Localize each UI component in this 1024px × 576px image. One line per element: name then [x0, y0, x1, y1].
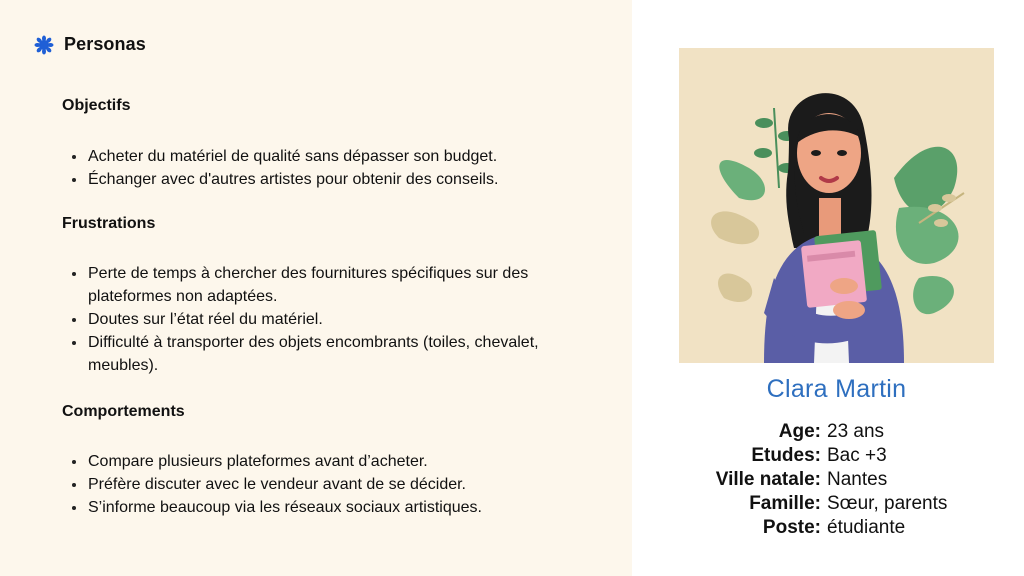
- detail-label: Age:: [778, 421, 821, 442]
- list-item: Acheter du matériel de qualité sans dépasser son budget.: [70, 145, 590, 168]
- page-title: Personas: [64, 34, 146, 54]
- detail-value: Bac +3: [827, 445, 887, 466]
- list-item: S’informe beaucoup via les réseaux sociaux artistiques.: [70, 496, 590, 519]
- detail-row-ville-natale: [700, 468, 1000, 492]
- detail-value: Nantes: [827, 469, 888, 490]
- list-item: Compare plusieurs plateformes avant d’acheter.: [70, 450, 590, 473]
- list-item: Difficulté à transporter des objets encombrants (toiles, chevalet, meubles).: [70, 331, 580, 377]
- list-item: Préfère discuter avec le vendeur avant de se décider.: [70, 473, 590, 496]
- list-item: Doutes sur l’état réel du matériel.: [70, 308, 580, 331]
- section-title-comportements: Comportements: [62, 403, 185, 420]
- persona-details: [700, 420, 1000, 540]
- detail-label: Famille:: [749, 493, 821, 514]
- flower-bullet-icon: [34, 35, 54, 55]
- persona-name: Clara Martin: [766, 375, 907, 403]
- detail-label: Ville natale:: [715, 469, 821, 490]
- woman-holding-books-illustration: [679, 48, 994, 363]
- detail-value: 23 ans: [827, 421, 885, 442]
- detail-row-poste: [700, 516, 1000, 540]
- detail-label: Poste:: [762, 517, 821, 538]
- detail-value: Sœur, parents: [827, 493, 948, 514]
- detail-label: Etudes:: [751, 445, 821, 466]
- comportements-list: [70, 450, 590, 519]
- section-title-objectifs: Objectifs: [62, 97, 131, 114]
- slide-header: [34, 34, 146, 55]
- section-title-frustrations: Frustrations: [62, 215, 156, 232]
- list-item: Échanger avec d'autres artistes pour obtenir des conseils.: [70, 168, 590, 191]
- persona-portrait: [679, 48, 994, 363]
- detail-row-age: [700, 420, 1000, 444]
- detail-row-famille: [700, 492, 1000, 516]
- frustrations-list: [70, 262, 580, 377]
- detail-value: étudiante: [827, 517, 906, 538]
- list-item: Perte de temps à chercher des fournitures spécifiques sur des plateformes non adaptées.: [70, 262, 580, 308]
- detail-row-etudes: [700, 444, 1000, 468]
- objectifs-list: [70, 145, 590, 191]
